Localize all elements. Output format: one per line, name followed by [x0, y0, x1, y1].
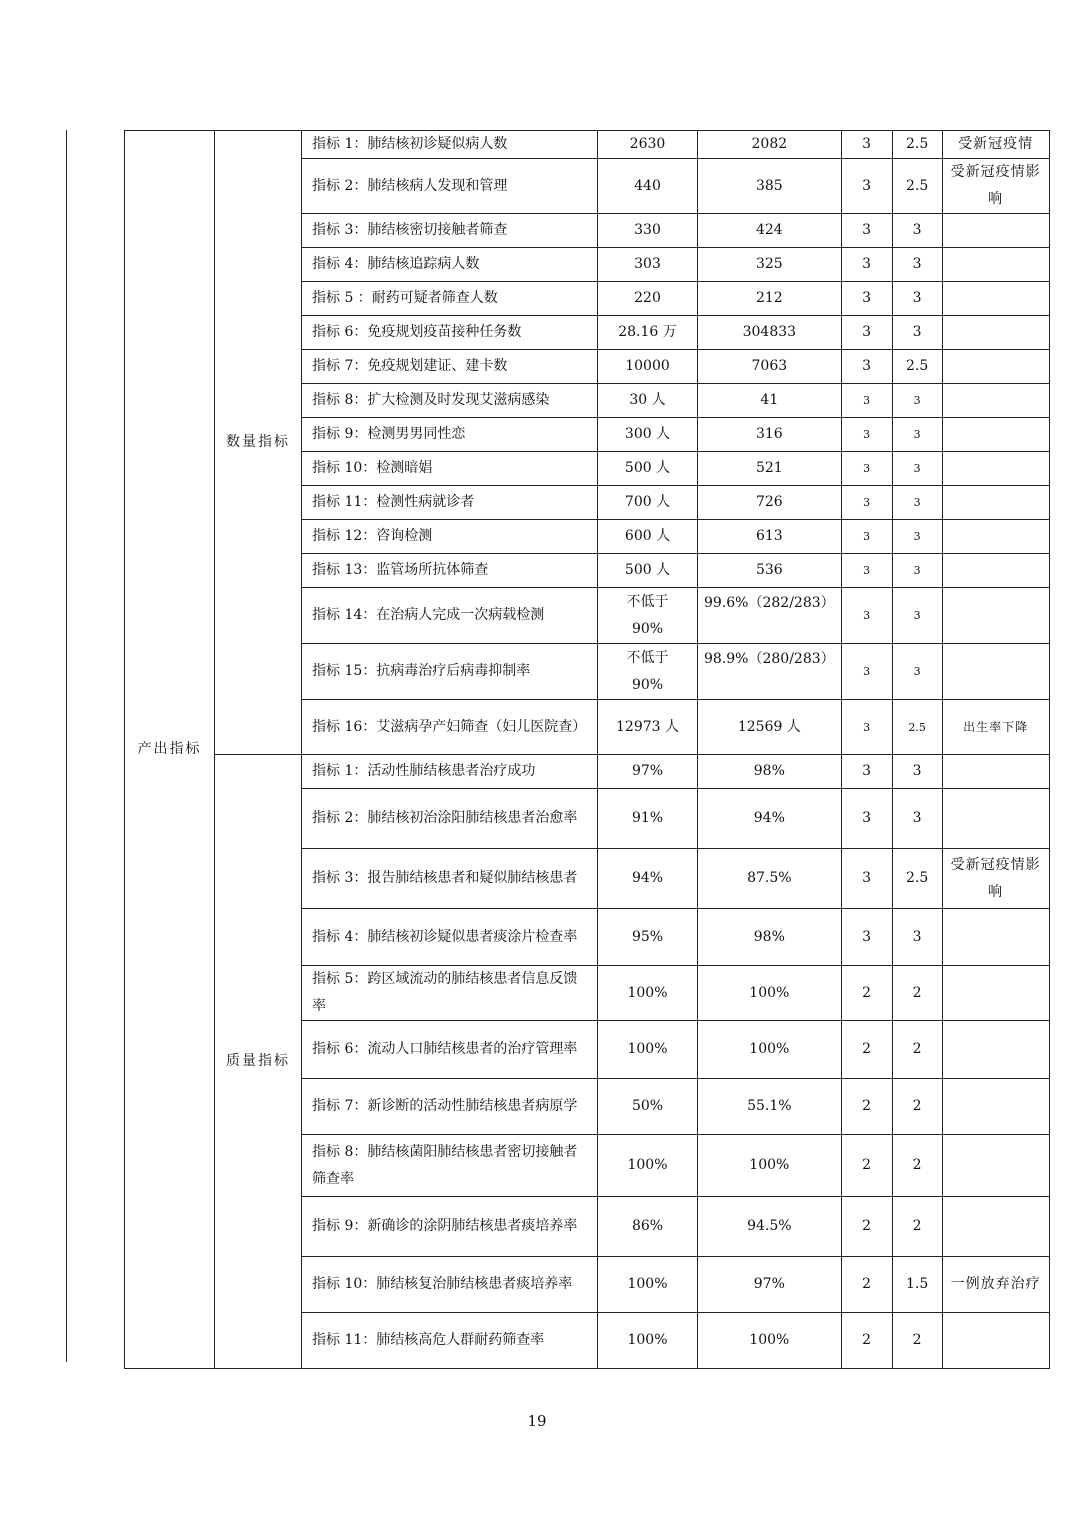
indicator-cell: 指标 7：免疫规划建证、建卡数: [302, 350, 598, 384]
target-value-cell: 28.16 万: [598, 316, 698, 350]
note-cell: [942, 214, 1049, 248]
actual-value-cell: 97%: [698, 1257, 842, 1313]
score-cell: 2.5: [892, 700, 942, 755]
score-cell: 3: [892, 588, 942, 644]
page-number: 19: [527, 1412, 547, 1430]
note-cell: [942, 316, 1049, 350]
score-cell: 3: [892, 248, 942, 282]
indicator-cell: 指标 3：肺结核密切接触者筛查: [302, 214, 598, 248]
weight-cell: 3: [841, 520, 892, 554]
actual-value-cell: 726: [698, 486, 842, 520]
score-cell: 2: [892, 1135, 942, 1197]
score-cell: 3: [892, 316, 942, 350]
target-value-cell: 94%: [598, 849, 698, 909]
note-cell: [942, 644, 1049, 700]
weight-cell: 2: [841, 1079, 892, 1135]
indicator-cell: 指标 4：肺结核初诊疑似患者痰涂片检查率: [302, 909, 598, 966]
actual-value-cell: 536: [698, 554, 842, 588]
indicator-cell: 指标 8：肺结核菌阳肺结核患者密切接触者筛查率: [302, 1135, 598, 1197]
weight-cell: 2: [841, 1135, 892, 1197]
actual-value-cell: 94%: [698, 789, 842, 849]
score-cell: 3: [892, 214, 942, 248]
weight-cell: 3: [841, 849, 892, 909]
indicator-cell: 指标 2：肺结核初治涂阳肺结核患者治愈率: [302, 789, 598, 849]
target-value-cell: 95%: [598, 909, 698, 966]
score-cell: 3: [892, 282, 942, 316]
weight-cell: 3: [841, 214, 892, 248]
note-cell: [942, 486, 1049, 520]
indicator-cell: 指标 8：扩大检测及时发现艾滋病感染: [302, 384, 598, 418]
actual-value-cell: 424: [698, 214, 842, 248]
actual-value-cell: 55.1%: [698, 1079, 842, 1135]
actual-value-cell: 2082: [698, 131, 842, 159]
score-cell: 3: [892, 418, 942, 452]
note-cell: 受新冠疫情影响: [942, 159, 1049, 214]
note-cell: 出生率下降: [942, 700, 1049, 755]
indicator-cell: 指标 5 ：耐药可疑者筛查人数: [302, 282, 598, 316]
weight-cell: 2: [841, 1313, 892, 1369]
actual-value-cell: 100%: [698, 1135, 842, 1197]
actual-value-cell: 316: [698, 418, 842, 452]
indicator-cell: 指标 7：新诊断的活动性肺结核患者病原学: [302, 1079, 598, 1135]
indicator-cell: 指标 4：肺结核追踪病人数: [302, 248, 598, 282]
note-cell: [942, 452, 1049, 486]
note-cell: [942, 1079, 1049, 1135]
note-cell: [942, 248, 1049, 282]
target-value-cell: 700 人: [598, 486, 698, 520]
actual-value-cell: 94.5%: [698, 1197, 842, 1257]
indicator-cell: 指标 10：肺结核复治肺结核患者痰培养率: [302, 1257, 598, 1313]
table-row: [125, 755, 1050, 789]
score-cell: 3: [892, 554, 942, 588]
target-value-cell: 100%: [598, 966, 698, 1021]
indicator-cell: 指标 1：肺结核初诊疑似病人数: [302, 131, 598, 159]
target-value-cell: 303: [598, 248, 698, 282]
actual-value-cell: 100%: [698, 1313, 842, 1369]
weight-cell: 2: [841, 1021, 892, 1079]
target-value-cell: 330: [598, 214, 698, 248]
target-value-cell: 500 人: [598, 452, 698, 486]
score-cell: 2: [892, 1021, 942, 1079]
score-cell: 2: [892, 1313, 942, 1369]
actual-value-cell: [698, 588, 842, 644]
target-value-cell: 100%: [598, 1313, 698, 1369]
category-cell: 产出指标: [125, 131, 215, 1369]
target-value-cell: 300 人: [598, 418, 698, 452]
indicator-cell: 指标 6：免疫规划疫苗接种任务数: [302, 316, 598, 350]
weight-cell: 3: [841, 700, 892, 755]
note-cell: [942, 909, 1049, 966]
actual-value-text: 99.6%（282/283）: [704, 594, 835, 611]
weight-cell: 3: [841, 452, 892, 486]
weight-cell: 3: [841, 131, 892, 159]
note-cell: [942, 384, 1049, 418]
note-cell: [942, 1313, 1049, 1369]
indicator-cell: 指标 14：在治病人完成一次病载检测: [302, 588, 598, 644]
weight-cell: 3: [841, 644, 892, 700]
note-cell: [942, 282, 1049, 316]
weight-cell: 2: [841, 966, 892, 1021]
actual-value-cell: 41: [698, 384, 842, 418]
actual-value-cell: 12569 人: [698, 700, 842, 755]
score-cell: 2.5: [892, 849, 942, 909]
score-cell: 3: [892, 755, 942, 789]
weight-cell: 3: [841, 755, 892, 789]
indicator-cell: 指标 10：检测暗娼: [302, 452, 598, 486]
score-cell: 1.5: [892, 1257, 942, 1313]
score-cell: 2.5: [892, 159, 942, 214]
score-cell: 3: [892, 486, 942, 520]
indicator-cell: 指标 13：监管场所抗体筛查: [302, 554, 598, 588]
note-cell: [942, 520, 1049, 554]
note-cell: [942, 789, 1049, 849]
target-value-cell: 500 人: [598, 554, 698, 588]
indicator-cell: 指标 9：新确诊的涂阴肺结核患者痰培养率: [302, 1197, 598, 1257]
actual-value-cell: [698, 644, 842, 700]
score-cell: 3: [892, 644, 942, 700]
indicator-cell: 指标 12：咨询检测: [302, 520, 598, 554]
note-cell: [942, 588, 1049, 644]
score-cell: 3: [892, 452, 942, 486]
weight-cell: 3: [841, 282, 892, 316]
indicator-cell: 指标 2：肺结核病人发现和管理: [302, 159, 598, 214]
weight-cell: 3: [841, 554, 892, 588]
weight-cell: 3: [841, 248, 892, 282]
score-cell: 3: [892, 384, 942, 418]
actual-value-cell: 325: [698, 248, 842, 282]
note-cell: [942, 418, 1049, 452]
actual-value-cell: 385: [698, 159, 842, 214]
weight-cell: 3: [841, 909, 892, 966]
note-cell: 受新冠疫情影响: [942, 849, 1049, 909]
note-cell: [942, 554, 1049, 588]
weight-cell: 3: [841, 384, 892, 418]
score-cell: 2: [892, 966, 942, 1021]
note-cell: [942, 966, 1049, 1021]
weight-cell: 3: [841, 350, 892, 384]
note-cell: 一例放弃治疗: [942, 1257, 1049, 1313]
weight-cell: 3: [841, 486, 892, 520]
weight-cell: 3: [841, 159, 892, 214]
actual-value-cell: 613: [698, 520, 842, 554]
target-value-cell: 50%: [598, 1079, 698, 1135]
target-value-cell: 2630: [598, 131, 698, 159]
target-value-cell: 600 人: [598, 520, 698, 554]
actual-value-cell: 98%: [698, 909, 842, 966]
score-cell: 2.5: [892, 350, 942, 384]
target-value-cell: 100%: [598, 1021, 698, 1079]
indicator-cell: 指标 9：检测男男同性恋: [302, 418, 598, 452]
target-value-cell: 不低于90%: [598, 588, 698, 644]
indicator-cell: 指标 1：活动性肺结核患者治疗成功: [302, 755, 598, 789]
note-cell: [942, 1135, 1049, 1197]
weight-cell: 3: [841, 588, 892, 644]
left-margin-line: [66, 130, 67, 1362]
target-value-cell: 12973 人: [598, 700, 698, 755]
target-value-cell: 100%: [598, 1257, 698, 1313]
actual-value-cell: 100%: [698, 1021, 842, 1079]
target-value-cell: 10000: [598, 350, 698, 384]
actual-value-cell: 212: [698, 282, 842, 316]
target-value-cell: 86%: [598, 1197, 698, 1257]
score-cell: 2.5: [892, 131, 942, 159]
score-cell: 3: [892, 909, 942, 966]
table-row: [125, 131, 1050, 159]
weight-cell: 2: [841, 1257, 892, 1313]
target-value-cell: 30 人: [598, 384, 698, 418]
subcategory-cell: 质量指标: [215, 755, 302, 1369]
subcategory-cell: 数量指标: [215, 131, 302, 755]
indicator-cell: 指标 5：跨区域流动的肺结核患者信息反馈率: [302, 966, 598, 1021]
weight-cell: 2: [841, 1197, 892, 1257]
score-cell: 2: [892, 1079, 942, 1135]
actual-value-text: 98.9%（280/283）: [704, 650, 835, 667]
actual-value-cell: 521: [698, 452, 842, 486]
target-value-cell: 不低于90%: [598, 644, 698, 700]
target-value-cell: 91%: [598, 789, 698, 849]
actual-value-cell: 87.5%: [698, 849, 842, 909]
score-cell: 2: [892, 1197, 942, 1257]
actual-value-cell: 7063: [698, 350, 842, 384]
target-value-cell: 440: [598, 159, 698, 214]
actual-value-cell: 100%: [698, 966, 842, 1021]
indicator-cell: 指标 16：艾滋病孕产妇筛查（妇儿医院查）: [302, 700, 598, 755]
target-value-cell: 97%: [598, 755, 698, 789]
indicator-cell: 指标 11：肺结核高危人群耐药筛查率: [302, 1313, 598, 1369]
weight-cell: 3: [841, 316, 892, 350]
indicator-cell: 指标 15：抗病毒治疗后病毒抑制率: [302, 644, 598, 700]
note-cell: [942, 1197, 1049, 1257]
note-cell: [942, 1021, 1049, 1079]
weight-cell: 3: [841, 789, 892, 849]
score-cell: 3: [892, 520, 942, 554]
weight-cell: 3: [841, 418, 892, 452]
target-value-cell: 220: [598, 282, 698, 316]
indicator-cell: 指标 11：检测性病就诊者: [302, 486, 598, 520]
indicator-cell: 指标 3：报告肺结核患者和疑似肺结核患者: [302, 849, 598, 909]
note-cell: [942, 350, 1049, 384]
actual-value-cell: 98%: [698, 755, 842, 789]
actual-value-cell: 304833: [698, 316, 842, 350]
note-cell: 受新冠疫情: [942, 131, 1049, 159]
performance-indicator-table: [124, 130, 1050, 1369]
indicator-cell: 指标 6：流动人口肺结核患者的治疗管理率: [302, 1021, 598, 1079]
target-value-cell: 100%: [598, 1135, 698, 1197]
note-cell: [942, 755, 1049, 789]
table-body: [125, 131, 1050, 1369]
score-cell: 3: [892, 789, 942, 849]
